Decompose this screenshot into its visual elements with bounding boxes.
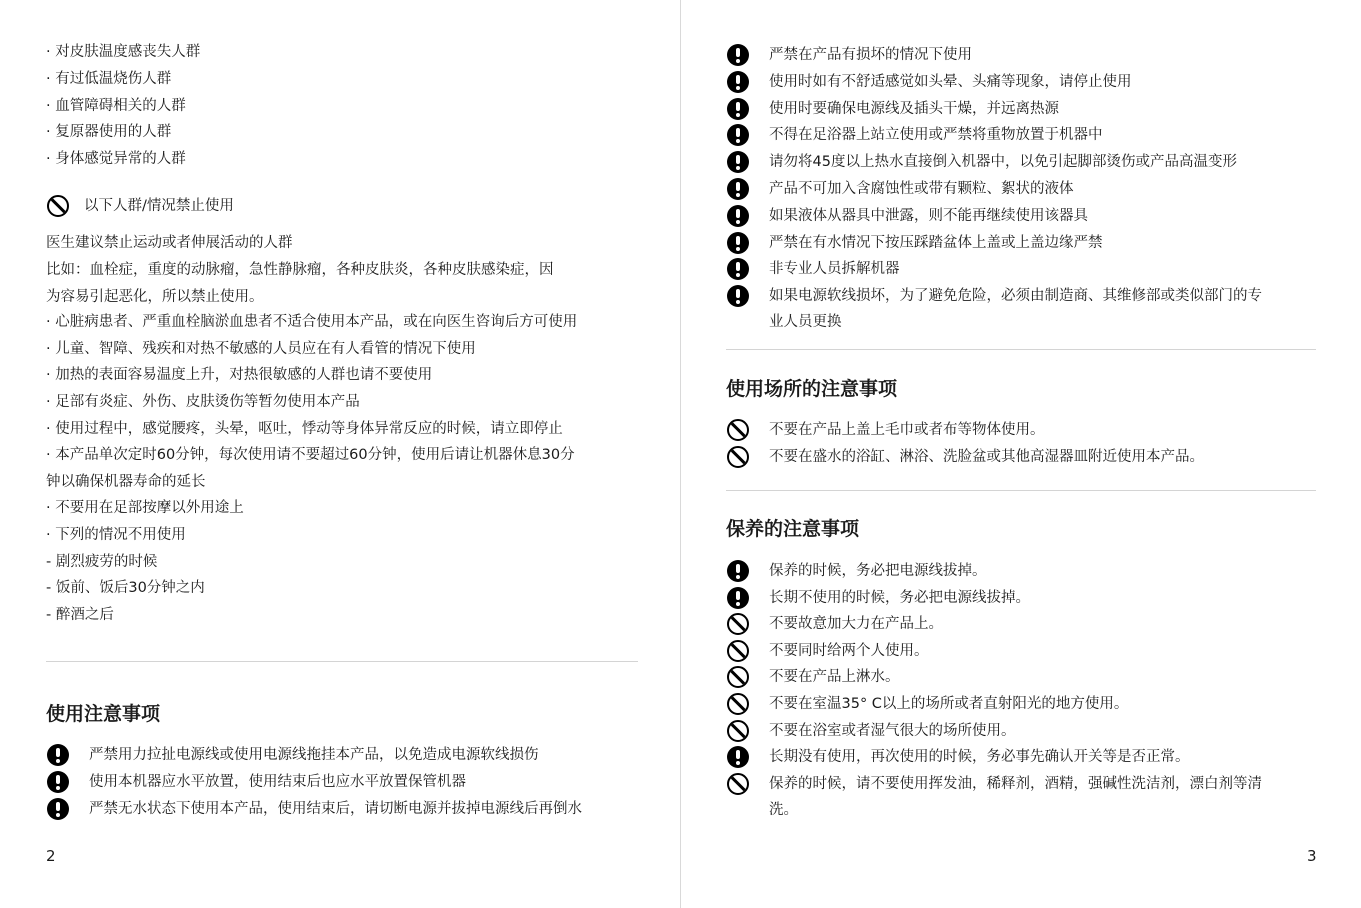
item-text: 如果液体从器具中泄露，则不能再继续使用该器具 xyxy=(769,207,1088,224)
warning-icon xyxy=(727,71,749,93)
paragraph-line: 医生建议禁止运动或者伸展活动的人群 xyxy=(46,235,293,251)
item-text: 不得在足浴器上站立使用或严禁将重物放置于机器中 xyxy=(769,127,1103,144)
warning-icon xyxy=(727,232,749,254)
warning-icon xyxy=(727,151,749,173)
item-text: 保养的时候，务必把电源线拔掉。 xyxy=(769,563,987,579)
list-item: - 醉酒之后 xyxy=(46,607,114,623)
list-item: · 下列的情况不用使用 xyxy=(46,527,186,543)
item-text: 不要故意加大力在产品上。 xyxy=(769,616,943,633)
warning-icon xyxy=(47,798,69,820)
prohibited-icon xyxy=(727,693,749,715)
item-text: 严禁无水状态下使用本产品，使用结束后，请切断电源并拔掉电源线后再倒水 xyxy=(89,801,582,817)
prohibited-icon xyxy=(727,720,749,742)
item-text: 使用时要确保电源线及插头干燥，并远离热源 xyxy=(769,100,1059,117)
list-item: - 剧烈疲劳的时候 xyxy=(46,554,158,570)
list-item: · 足部有炎症、外伤、皮肤烫伤等暂勿使用本产品 xyxy=(46,394,360,410)
item-text: 使用本机器应水平放置，使用结束后也应水平放置保管机器 xyxy=(89,774,466,790)
list-item: · 加热的表面容易温度上升，对热很敏感的人群也请不要使用 xyxy=(46,367,433,383)
warning-icon xyxy=(727,205,749,227)
divider xyxy=(726,349,1316,350)
place-section-title: 使用场所的注意事项 xyxy=(726,378,898,400)
prohibited-icon xyxy=(727,419,749,441)
list-item: · 使用过程中，感觉腰疼，头晕，呕吐，悸动等身体异常反应的时候，请立即停止 xyxy=(46,421,563,437)
item-text-continued: 业人员更换 xyxy=(769,314,842,331)
item-text-continued: 洗。 xyxy=(769,801,798,818)
list-item: · 对皮肤温度感丧失人群 xyxy=(46,44,201,60)
warning-icon xyxy=(727,178,749,200)
prohibited-icon xyxy=(727,773,749,795)
warning-icon xyxy=(727,285,749,307)
item-text: 非专业人员拆解机器 xyxy=(769,261,900,278)
warning-icon xyxy=(727,258,749,280)
prohibit-heading: 以下人群/情况禁止使用 xyxy=(84,198,234,214)
item-text: 产品不可加入含腐蚀性或带有颗粒、絮状的液体 xyxy=(769,181,1074,197)
list-item: · 心脏病患者、严重血栓脑淤血患者不适合使用本产品，或在向医生咨询后方可使用 xyxy=(46,314,578,330)
paragraph-line: 为容易引起恶化，所以禁止使用。 xyxy=(46,289,264,305)
prohibited-icon xyxy=(47,195,69,217)
warning-icon xyxy=(727,124,749,146)
list-item: 钟以确保机器寿命的延长 xyxy=(46,474,206,490)
item-text: 长期没有使用，再次使用的时候，务必事先确认开关等是否正常。 xyxy=(769,749,1190,766)
list-item: · 儿童、智障、残疾和对热不敏感的人员应在有人看管的情况下使用 xyxy=(46,341,476,357)
list-item: · 本产品单次定时60分钟，每次使用请不要超过60分钟，使用后请让机器休息30分 xyxy=(46,447,575,463)
usage-section-title: 使用注意事项 xyxy=(46,703,161,725)
list-item: · 有过低温烧伤人群 xyxy=(46,71,172,87)
item-text: 严禁在产品有损坏的情况下使用 xyxy=(769,47,972,63)
warning-icon xyxy=(47,771,69,793)
prohibited-icon xyxy=(727,446,749,468)
warning-icon xyxy=(47,744,69,766)
maintenance-section-title: 保养的注意事项 xyxy=(726,518,860,540)
item-text: 不要在产品上盖上毛巾或者布等物体使用。 xyxy=(769,422,1045,438)
list-item: · 不要用在足部按摩以外用途上 xyxy=(46,500,244,516)
item-text: 请勿将45度以上热水直接倒入机器中，以免引起脚部烫伤或产品高温变形 xyxy=(769,154,1237,171)
warning-icon xyxy=(727,560,749,582)
item-text: 不要同时给两个人使用。 xyxy=(769,642,929,659)
item-text: 严禁在有水情况下按压踩踏盆体上盖或上盖边缘严禁 xyxy=(769,234,1103,251)
prohibited-icon xyxy=(727,666,749,688)
item-text: 保养的时候，请不要使用挥发油，稀释剂，酒精，强碱性洗洁剂，漂白剂等清 xyxy=(769,775,1262,792)
item-text: 不要在室温35° C以上的场所或者直射阳光的地方使用。 xyxy=(769,696,1129,712)
item-text: 使用时如有不舒适感觉如头晕、头痛等现象，请停止使用 xyxy=(769,73,1132,90)
divider xyxy=(46,661,638,662)
divider xyxy=(726,490,1316,491)
item-text: 长期不使用的时候，务必把电源线拔掉。 xyxy=(769,589,1030,606)
list-item: · 复原器使用的人群 xyxy=(46,124,172,140)
item-text: 严禁用力拉扯电源线或使用电源线拖挂本产品，以免造成电源软线损伤 xyxy=(89,747,539,763)
list-item: - 饭前、饭后30分钟之内 xyxy=(46,580,205,596)
item-text: 不要在浴室或者湿气很大的场所使用。 xyxy=(769,722,1016,739)
item-text: 不要在盛水的浴缸、淋浴、洗脸盆或其他高湿器皿附近使用本产品。 xyxy=(769,449,1204,465)
warning-icon xyxy=(727,587,749,609)
prohibited-icon xyxy=(727,613,749,635)
paragraph-line: 比如：血栓症，重度的动脉瘤，急性静脉瘤，各种皮肤炎，各种皮肤感染症，因 xyxy=(46,262,554,278)
right-page xyxy=(681,0,1361,908)
page-number: 3 xyxy=(1307,847,1317,865)
page-number: 2 xyxy=(46,847,56,865)
warning-icon xyxy=(727,746,749,768)
item-text: 不要在产品上淋水。 xyxy=(769,669,900,686)
list-item: · 血管障碍相关的人群 xyxy=(46,98,186,114)
warning-icon xyxy=(727,44,749,66)
warning-icon xyxy=(727,98,749,120)
list-item: · 身体感觉异常的人群 xyxy=(46,151,186,167)
prohibited-icon xyxy=(727,640,749,662)
item-text: 如果电源软线损坏，为了避免危险，必须由制造商、其维修部或类似部门的专 xyxy=(769,288,1262,305)
